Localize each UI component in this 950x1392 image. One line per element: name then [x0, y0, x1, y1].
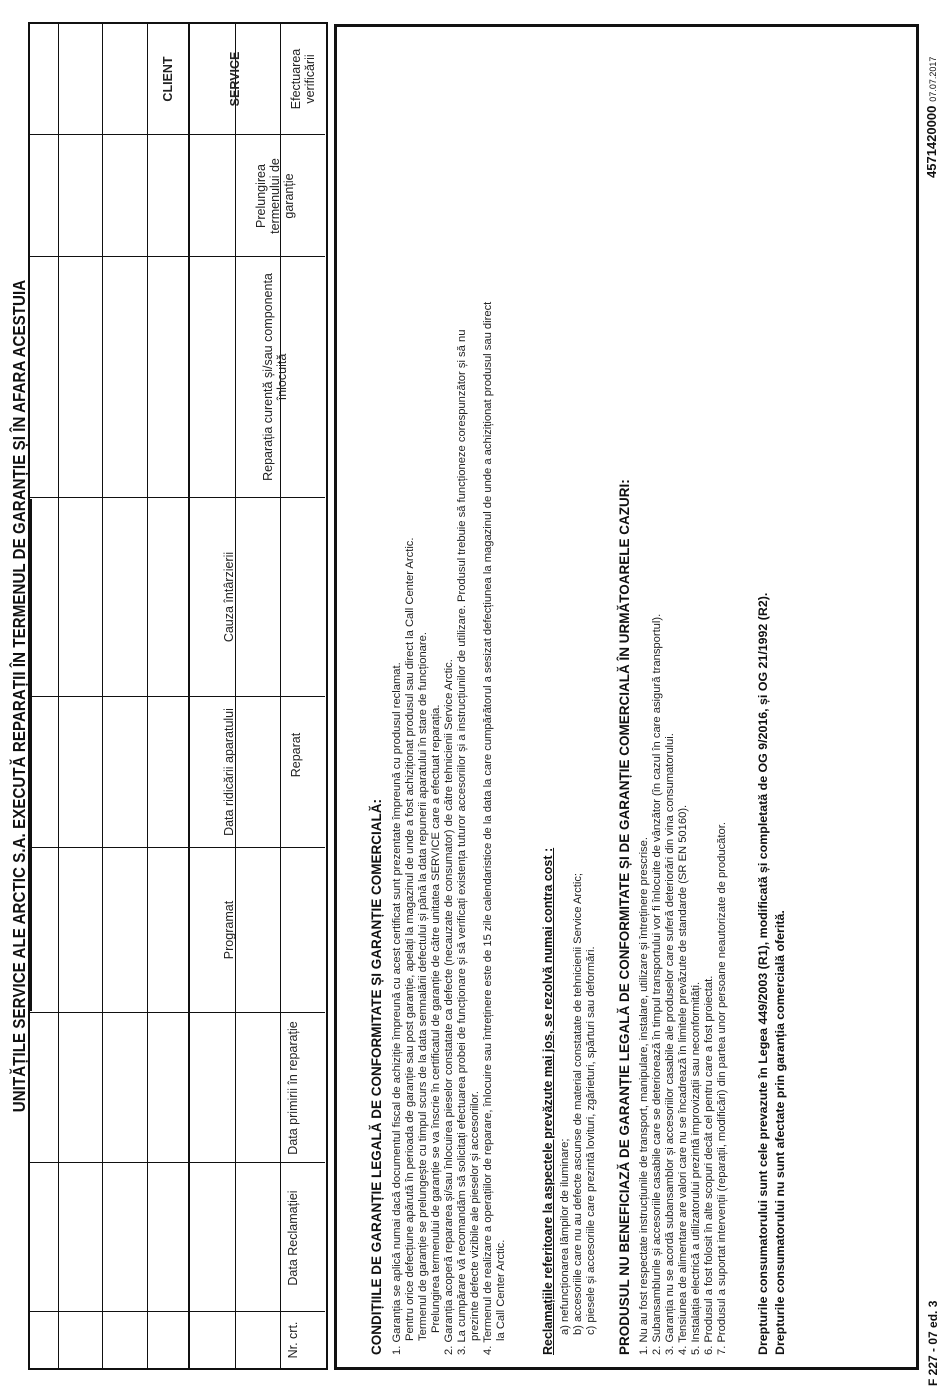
exclusions-line: 5. Instalația electrică a utilizatorului prezintă improvizații sau neconformități. [690, 981, 702, 1355]
page-title: UNITĂȚILE SERVICE ALE ARCTIC S.A. EXECUTĂ REPARAȚII ÎN TERMENUL DE GARANȚIE ȘI ÎN AFARA ACESTUIA [9, 279, 29, 1113]
header-prelungirea: Prelungirea termenului de garanție [254, 158, 296, 234]
form-code: F 227 - 07 ed. 3 [926, 1300, 940, 1386]
conditions-line: 4. Termenul de realizare a operațiilor de reparare, înlocuire sau întreținere este de 15 zile calendaristice de la data la care cumpărătorul a sesizat defecțiunea la magazinul de unde a achiziționat produsul sau direct [482, 301, 494, 1355]
header-cauza-intarzierii: Cauza întârzierii [222, 551, 236, 643]
exclusions-line: 2. Subansamblurile și accesoriile casabile care se deteriorează în timpul transportului vor fi înlocuite de vânzător (în cazul în care asigură transportul). [651, 613, 663, 1355]
exclusions-line: 6. Produsul a fost folosit în alte scopuri decât cel pentru care a fost proiectat. [703, 975, 715, 1355]
header-data-primirii: Data primirii în reparație [286, 1021, 300, 1155]
table-col-line [30, 134, 325, 135]
header-client: CLIENT [161, 56, 175, 102]
header-efectuarea-verificarii: Efectuarea verificării [289, 48, 317, 110]
consumer-rights-note: Drepturile consumatorului sunt cele prevazute în Legea 449/2003 (R1), modificată și completată de OG 9/2016, și OG 21/1992 (R2). Drepturile consumatorului nu sunt afectate prin garanția comercială oferită. [756, 592, 787, 1355]
header-data-reclamatiei: Data Reclamației [286, 1190, 300, 1286]
exclusions-line: 7. Produsul a suportat intervenții (reparații, modificări) din partea unor persoane neautorizate de producător. [716, 822, 728, 1355]
exclusions-line: 4. Tensiunea de alimentare are valori care nu se încadrează în limitele prevăzute de standarde (SR EN 50160). [677, 804, 689, 1355]
reclamatii-line: a) nefuncționarea lămpilor de iluminare; [559, 1138, 571, 1335]
conditions-line: prezinte defecte vizibile ale pieselor și accesoriilor. [469, 1091, 481, 1341]
conditions-line: 2. Garanția acoperă repararea și/sau înlocuirea pieselor constatate ca defecte (necauzate de consumator) de către tehnicienii Service Arctic. [443, 659, 455, 1355]
reclamatii-title: Reclamațiile referitoare la aspectele prevăzute mai jos, se rezolvă numai contra cost : [541, 847, 555, 1355]
header-nr-crt: Nr. crt. [286, 1321, 300, 1359]
header-data-ridicarii: Data ridicării aparatului [222, 708, 236, 836]
document-date: 07.07.2017 [928, 56, 938, 102]
conditions-line: 3. La cumpărare vă recomandăm să solicitați efectuarea probei de funcționare și să verificați existența tuturor accesoriilor și a instrucțiunilor de utilizare. Produsul trebuie să funcționeze corespunzător și să nu [456, 329, 468, 1355]
repair-log-table [28, 22, 328, 1370]
document-number-value: 4571420000 [924, 105, 939, 178]
exclusions-title: PRODUSUL NU BENEFICIAZĂ DE GARANȚIE LEGALĂ DE CONFORMITATE ȘI DE GARANȚIE COMERCIALĂ ÎN URMĂTOARELE CAZURI: [617, 479, 632, 1355]
table-col-line [30, 256, 325, 257]
header-programat: Programat [222, 900, 236, 960]
header-reparatia-curenta: Reparația curentă și/sau componenta înlocuită [261, 273, 289, 481]
exclusions-line: 3. Garanția nu se acordă subansamblor și accesoriilor casabile ale produselor care suferă deteriorări din vina consumatorului. [664, 733, 676, 1355]
table-col-line [30, 1162, 325, 1163]
reclamatii-line: c) piesele și accesoriile care prezintă lovituri, zgârieturi, spărturi sau deformări. [585, 946, 597, 1335]
conditions-line: Prelungirea termenului de garanție se va înscrie în certificatul de garanție de către unitatea SERVICE care a efectuat reparația. [430, 704, 442, 1333]
conditions-title: CONDIȚIILE DE GARANȚIE LEGALĂ DE CONFORMITATE ȘI GARANȚIE COMERCIALĂ: [369, 799, 384, 1355]
document-number [924, 57, 939, 178]
warranty-conditions-box [334, 24, 919, 1370]
conditions-line: Pentru orice defecțiune apărută în perioada de garanție sau post garanție, apelați la magazinul de unde a fost achiziționat produsul sau direct la Call Center Arctic. [404, 537, 416, 1341]
conditions-line: Termenul de garanție se prelungește cu timpul scurs de la data semnalării defectului și până la data repunerii aparatului în stare de funcționare. [417, 632, 429, 1341]
conditions-line: 1. Garanția se aplică numai dacă documentul fiscal de achiziție împreună cu acest certificat sunt prezentate împreună cu produsul reclamat. [391, 662, 403, 1355]
header-reparat: Reparat [289, 732, 303, 778]
conditions-line: la Call Center Arctic. [495, 1239, 507, 1341]
reclamatii-line: b) accesoriile care nu au defecte ascunse de material constatate de tehnicienii Service Arctic; [572, 872, 584, 1335]
table-col-line [30, 1012, 325, 1013]
exclusions-line: 1. Nu au fost respectate instrucțiunile de transport, manipulare, instalare, utilizare și întreținere prescrise. [638, 837, 650, 1355]
table-col-line [30, 497, 325, 498]
table-col-line [30, 1311, 325, 1312]
header-service: SERVICE [228, 51, 242, 107]
